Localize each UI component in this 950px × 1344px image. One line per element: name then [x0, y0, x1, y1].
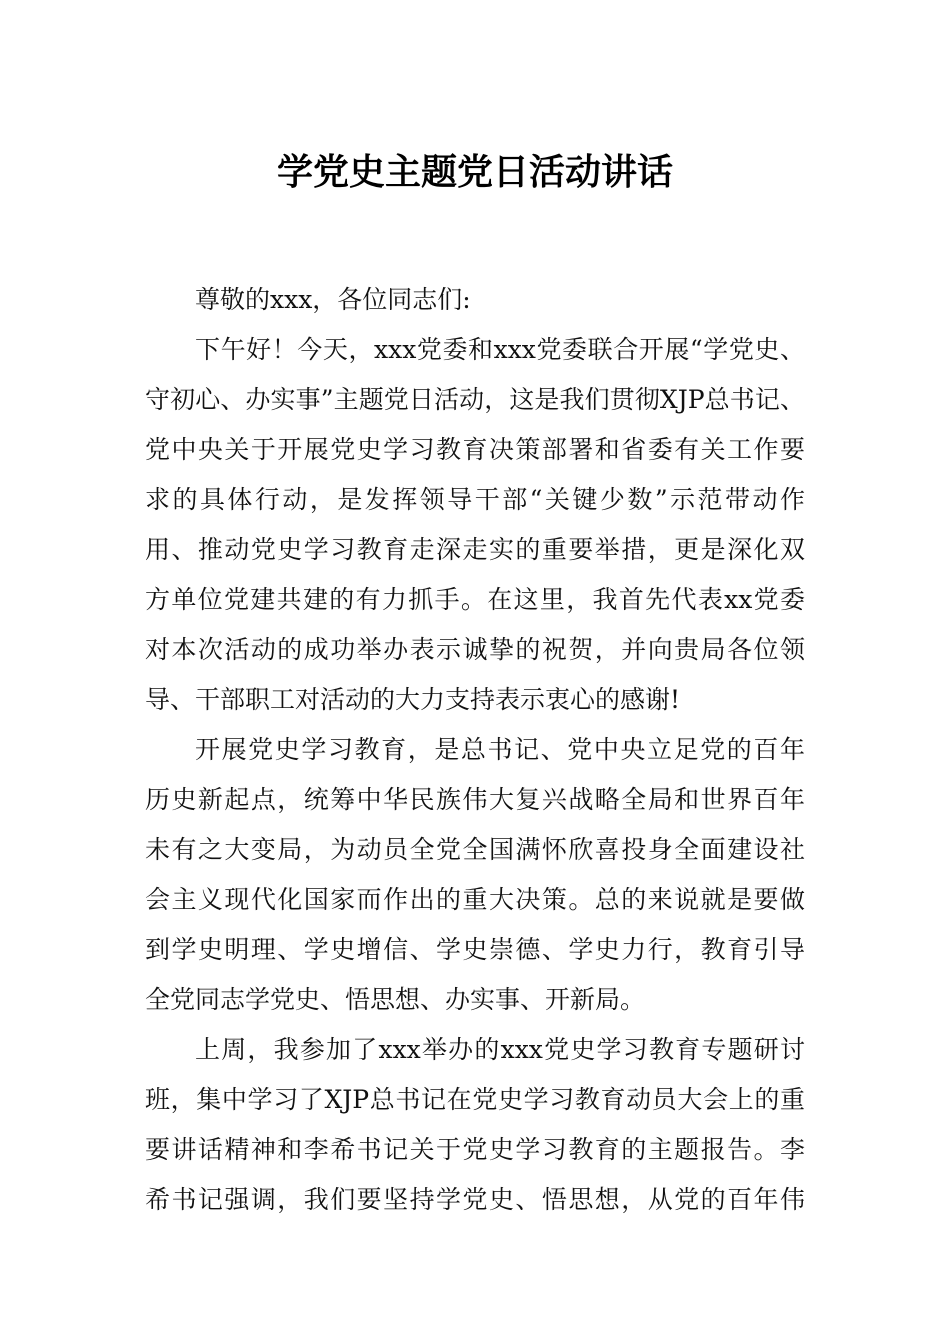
- paragraph-line: 希书记强调，我们要坚持学党史、悟思想，从党的百年伟: [145, 1185, 805, 1214]
- paragraph-line: 要讲话精神和李希书记关于党史学习教育的主题报告。李: [145, 1135, 805, 1164]
- paragraph-line: 全党同志学党史、悟思想、办实事、开新局。: [145, 985, 646, 1014]
- paragraph-line: 守初心、办实事”主题党日活动，这是我们贯彻XJP总书记、: [145, 385, 805, 414]
- paragraph-line: 会主义现代化国家而作出的重大决策。总的来说就是要做: [145, 885, 805, 914]
- paragraph-line: 求的具体行动，是发挥领导干部“关键少数”示范带动作: [145, 485, 805, 514]
- paragraph-line: 用、推动党史学习教育走深走实的重要举措，更是深化双: [145, 535, 805, 564]
- paragraph-line: 开展党史学习教育，是总书记、党中央立足党的百年: [195, 735, 805, 764]
- paragraph-line: 班，集中学习了XJP总书记在党史学习教育动员大会上的重: [145, 1085, 805, 1114]
- paragraph-line: 到学史明理、学史增信、学史崇德、学史力行，教育引导: [145, 935, 805, 964]
- paragraph-line: 导、干部职工对活动的大力支持表示衷心的感谢!: [145, 685, 681, 714]
- paragraph-line: 上周，我参加了xxx举办的xxx党史学习教育专题研讨: [195, 1035, 805, 1064]
- paragraph-line: 下午好！今天，xxx党委和xxx党委联合开展“学党史、: [195, 335, 805, 364]
- paragraph-line: 方单位党建共建的有力抓手。在这里，我首先代表xx党委: [145, 585, 805, 614]
- paragraph-line: 未有之大变局，为动员全党全国满怀欣喜投身全面建设社: [145, 835, 805, 864]
- paragraph-line: 对本次活动的成功举办表示诚挚的祝贺，并向贵局各位领: [145, 635, 805, 664]
- document-title: 学党史主题党日活动讲话: [276, 151, 673, 193]
- paragraph-line: 党中央关于开展党史学习教育决策部署和省委有关工作要: [145, 435, 805, 464]
- paragraph-line: 历史新起点，统筹中华民族伟大复兴战略全局和世界百年: [145, 785, 805, 814]
- salutation-line: 尊敬的xxx，各位同志们:: [195, 285, 471, 314]
